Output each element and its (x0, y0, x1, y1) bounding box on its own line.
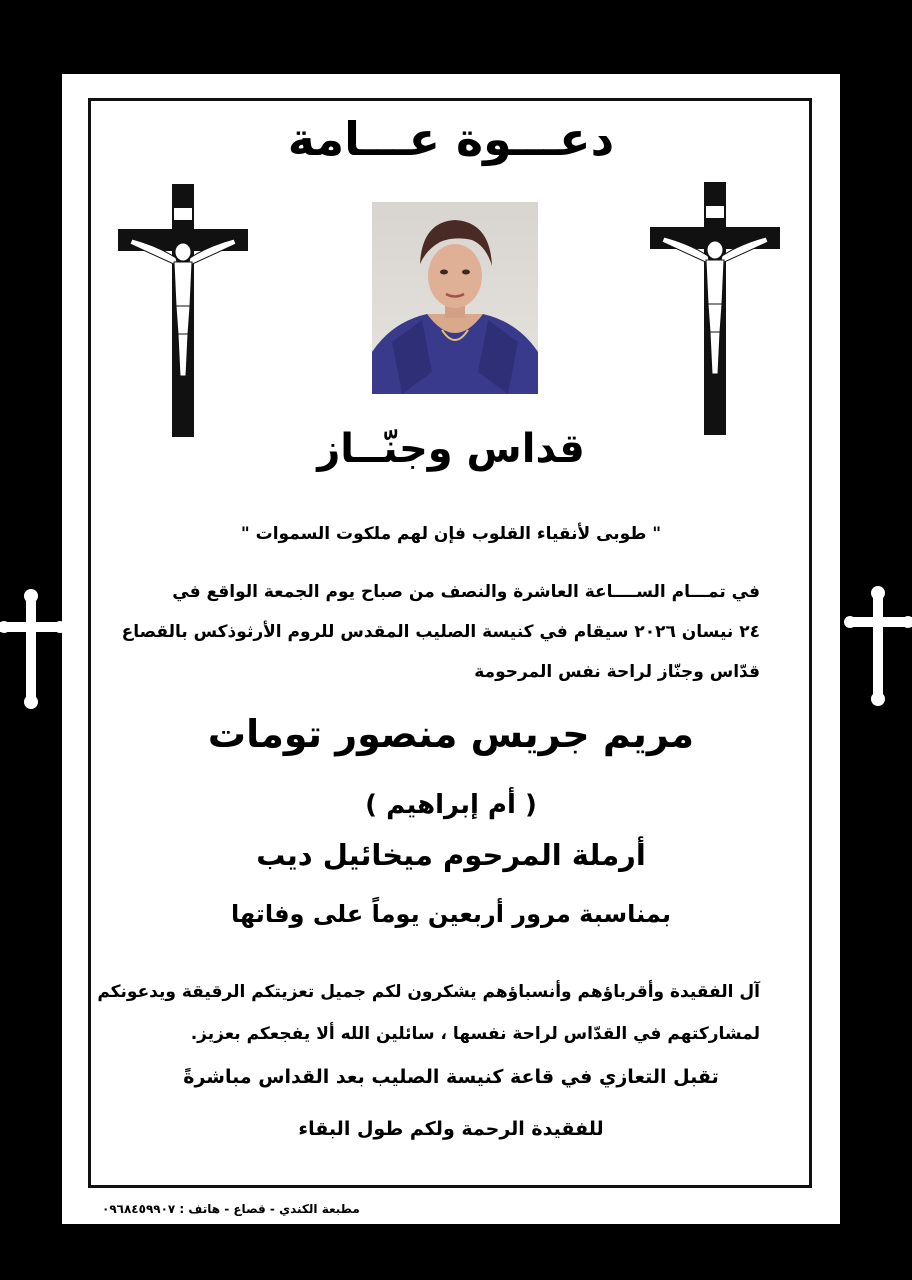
condolence-line-2: لمشاركتهم في القدّاس لراحة نفسها ، سائلين الله ألا يفجعكم بعزيز. (190, 1024, 760, 1044)
announcement-line-3: قدّاس وجنّاز لراحة نفس المرحومة (474, 662, 760, 682)
mass-title: قداس وجنّــاز (317, 426, 585, 472)
occasion-text: بمناسبة مرور أربعين يوماً على وفاتها (230, 900, 672, 928)
condolence-line-1: آل الفقيدة وأقرباؤهم وأنسباؤهم يشكرون لكم جميل تعزيتكم الرقيقة ويدعونكم (97, 982, 760, 1002)
receiving-condolences: تقبل التعازي في قاعة كنيسة الصليب بعد القداس مباشرةً (183, 1066, 719, 1088)
widow-of: أرملة المرحوم ميخائيل ديب (256, 838, 646, 872)
beatitude-quote: " طوبى لأنقياء القلوب فإن لهم ملكوت السموات " (240, 524, 662, 544)
printer-footer: مطبعة الكندي - قصاع - هاتف : ٠٩٦٨٤٥٩٩٠٧ (102, 1202, 360, 1216)
deceased-photo (372, 202, 538, 394)
left-cross-icon (0, 588, 66, 710)
obituary-card (62, 74, 840, 1224)
deceased-nickname: ( أم إبراهيم ) (365, 790, 537, 820)
header-title: دعـــوة عـــامة (287, 112, 615, 166)
announcement-line-1: في تمـــام الســــاعة العاشرة والنصف من صباح يوم الجمعة الواقع في (172, 582, 760, 602)
right-cross-icon (842, 585, 912, 707)
right-crucifix-icon (650, 182, 780, 437)
deceased-name: مريم جريس منصور تومات (207, 712, 695, 756)
closing-phrase: للفقيدة الرحمة ولكم طول البقاء (298, 1118, 604, 1140)
announcement-line-2: ٢٤ نيسان ٢٠٢٦ سيقام في كنيسة الصليب المقدس للروم الأرثوذكس بالقصاع (121, 622, 760, 642)
portrait-figure (372, 202, 538, 394)
left-crucifix-icon (118, 184, 248, 439)
